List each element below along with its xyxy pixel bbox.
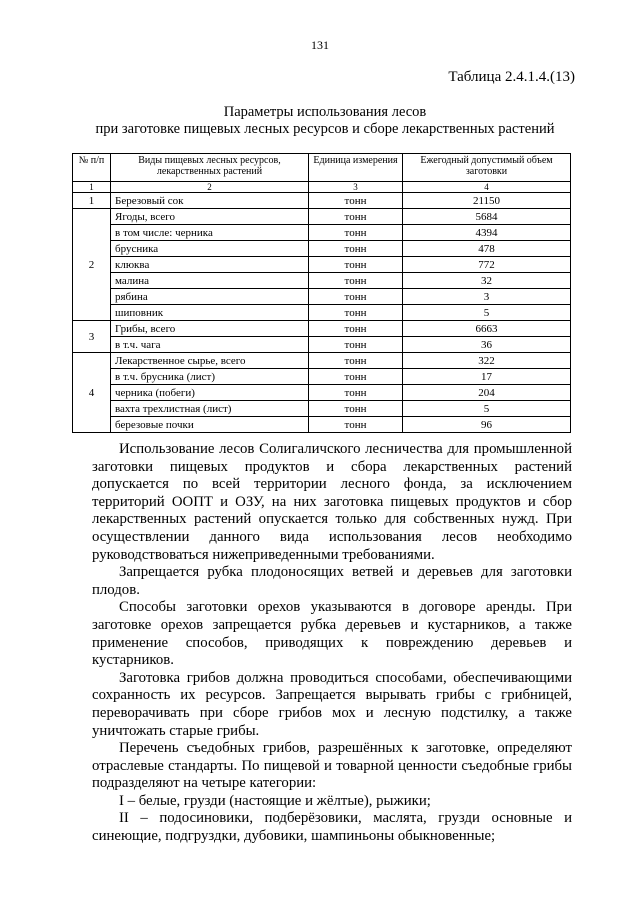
resource-name: березовые почки (111, 417, 309, 433)
body-text (92, 441, 572, 846)
table-title-line-2: при заготовке пищевых лесных ресурсов и сборе лекарственных растений (95, 121, 555, 137)
table-row (73, 369, 571, 385)
table-row (73, 401, 571, 417)
table-row (73, 257, 571, 273)
value-cell: 204 (403, 385, 571, 401)
table-row (73, 337, 571, 353)
unit-cell: тонн (309, 273, 403, 289)
header-value: Ежегодный допустимый объем заготовки (403, 154, 571, 182)
value-cell: 5 (403, 305, 571, 321)
unit-cell: тонн (309, 193, 403, 209)
table-row (73, 289, 571, 305)
unit-cell: тонн (309, 241, 403, 257)
resource-name: брусника (111, 241, 309, 257)
body-paragraph: Перечень съедобных грибов, разрешённых к заготовке, определяют отраслевые стандарты. По пищевой и товарной ценности съедобные грибы подразделяют на четыре категории: (92, 740, 572, 792)
row-number: 3 (73, 321, 111, 353)
body-paragraph: Запрещается рубка плодоносящих ветвей и деревьев для заготовки плодов. (92, 564, 572, 598)
table-row (73, 321, 571, 337)
table-row (73, 385, 571, 401)
resource-name: малина (111, 273, 309, 289)
value-cell: 6663 (403, 321, 571, 337)
value-cell: 36 (403, 337, 571, 353)
unit-cell: тонн (309, 257, 403, 273)
value-cell: 21150 (403, 193, 571, 209)
table-row (73, 193, 571, 209)
table-row (73, 225, 571, 241)
unit-cell: тонн (309, 321, 403, 337)
value-cell: 322 (403, 353, 571, 369)
unit-cell: тонн (309, 305, 403, 321)
unit-cell: тонн (309, 369, 403, 385)
body-paragraph: I – белые, грузди (настоящие и жёлтые), рыжики; (119, 792, 431, 809)
unit-cell: тонн (309, 353, 403, 369)
resource-name: Лекарственное сырье, всего (111, 353, 309, 369)
row-number: 4 (73, 353, 111, 433)
table-title (60, 104, 590, 138)
header-num: № п/п (73, 154, 111, 182)
resource-name: в т.ч. брусника (лист) (111, 369, 309, 385)
header-unit: Единица измерения (309, 154, 403, 182)
resource-name: в том числе: черника (111, 225, 309, 241)
resource-name: клюква (111, 257, 309, 273)
value-cell: 478 (403, 241, 571, 257)
column-number-row (73, 182, 571, 193)
unit-cell: тонн (309, 417, 403, 433)
row-number: 1 (73, 193, 111, 209)
col-number: 2 (111, 182, 309, 193)
resource-name: шиповник (111, 305, 309, 321)
value-cell: 96 (403, 417, 571, 433)
table-row (73, 241, 571, 257)
page-number: 131 (311, 38, 329, 52)
value-cell: 5 (403, 401, 571, 417)
col-number: 4 (403, 182, 571, 193)
table-row (73, 353, 571, 369)
unit-cell: тонн (309, 289, 403, 305)
table-row (73, 305, 571, 321)
resource-name: Грибы, всего (111, 321, 309, 337)
table-body (73, 193, 571, 433)
body-paragraph: II – подосиновики, подберёзовики, маслята, грузди основные и синеющие, подгруздки, дубовики, шампиньоны обыкновенные; (92, 810, 572, 845)
value-cell: 17 (403, 369, 571, 385)
table-header-row (73, 154, 571, 182)
table-row (73, 209, 571, 225)
table-row (73, 273, 571, 289)
unit-cell: тонн (309, 209, 403, 225)
resource-name: черника (побеги) (111, 385, 309, 401)
resource-name: в т.ч. чага (111, 337, 309, 353)
col-number: 1 (73, 182, 111, 193)
unit-cell: тонн (309, 401, 403, 417)
header-name: Виды пищевых лесных ресурсов, лекарственных растений (111, 154, 309, 182)
body-paragraph: Использование лесов Солигаличского лесничества для промышленной заготовки пищевых продуктов и сбора лекарственных растений допускается по всей территории лесного фонда, за исключением территорий ООПТ и ОЗУ, на них заготовка пищевых продуктов и сбор лекарственных растений опускается только для собственных нужд. При осуществлении данного вида использования лесов необходимо руководствоваться нижеприведенными требованиями. (92, 441, 572, 563)
forest-resources-table (72, 153, 571, 433)
table-row (73, 417, 571, 433)
table-caption: Таблица 2.4.1.4.(13) (448, 69, 575, 85)
row-number: 2 (73, 209, 111, 321)
value-cell: 3 (403, 289, 571, 305)
table-title-line-1: Параметры использования лесов (223, 104, 427, 120)
col-number: 3 (309, 182, 403, 193)
unit-cell: тонн (309, 385, 403, 401)
unit-cell: тонн (309, 225, 403, 241)
value-cell: 4394 (403, 225, 571, 241)
body-paragraph: Способы заготовки орехов указываются в договоре аренды. При заготовке орехов запрещается рубка деревьев и кустарников, а также применение способов, приводящих к повреждению деревьев и кустарников. (92, 599, 572, 669)
resource-name: рябина (111, 289, 309, 305)
value-cell: 5684 (403, 209, 571, 225)
unit-cell: тонн (309, 337, 403, 353)
resource-name: Березовый сок (111, 193, 309, 209)
value-cell: 772 (403, 257, 571, 273)
resource-name: Ягоды, всего (111, 209, 309, 225)
body-paragraph: Заготовка грибов должна проводиться способами, обеспечивающими сохранность их ресурсов. Запрещается вырывать грибы с грибницей, переворачивать при сборе грибов мох и лесную подстилку, а также уничтожать старые грибы. (92, 669, 572, 739)
value-cell: 32 (403, 273, 571, 289)
resource-name: вахта трехлистная (лист) (111, 401, 309, 417)
